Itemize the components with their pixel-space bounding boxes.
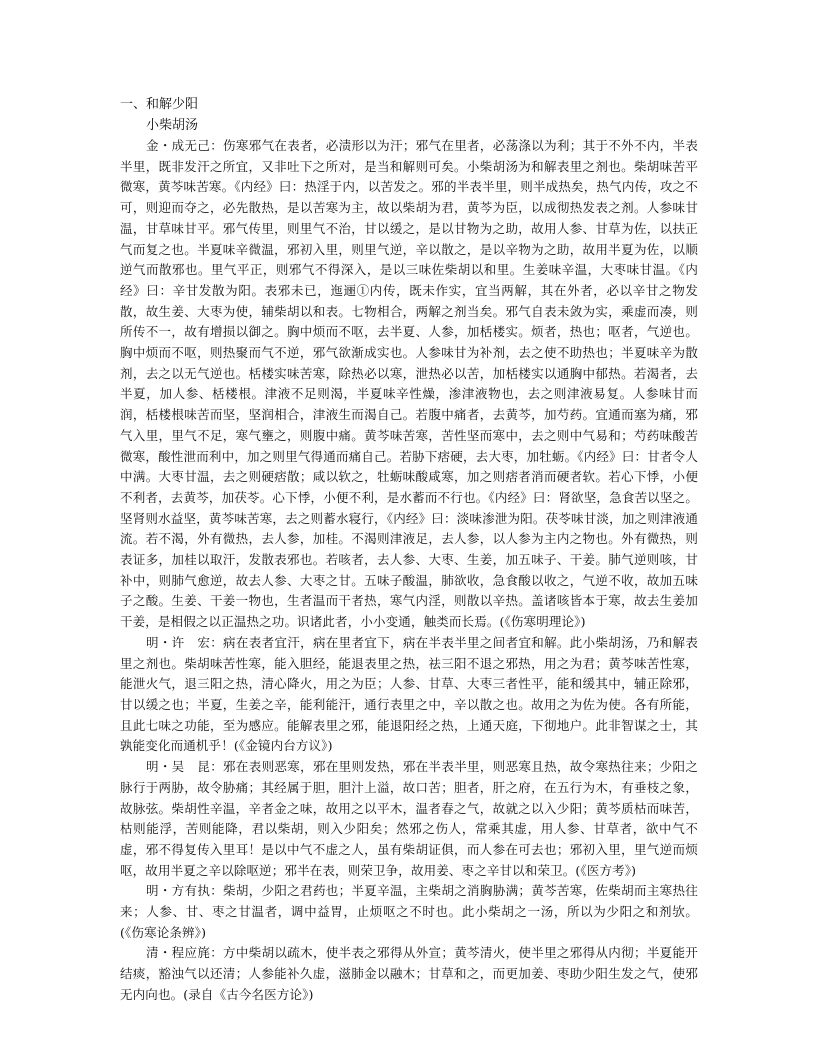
commentary-cheng-yingmao: 清・程应旄：方中柴胡以疏木，使半表之邪得从外宣；黄芩清火，使半里之邪得从内彻；半夏能开结痰，豁浊气以还清；人参能补久虚，滋肺金以融木；甘草和之，而更加姜、枣助少阳生发之气，使邪无内向也。(录自《古今名医方论》) [120,945,698,1002]
commentary-xu-hong: 明・许 宏：病在表者宜汗，病在里者宜下，病在半表半里之间者宜和解。此小柴胡汤，乃和解表里之剂也。柴胡味苦性寒，能入胆经，能退表里之热，祛三阳不退之邪热，用之为君；黄芩味苦性寒，能泄火气，退三阳之热，清心降火，用之为臣；人参、甘草、大枣三者性平，能和缓其中，辅正除邪，甘以缓之也；半夏，生姜之辛，能利能汗，通行表里之中，辛以散之也。故用之为佐为使。各有所能，且此七味之功能，至为感应。能解表里之邪，能退阳经之热，上通天庭，下彻地户。此非智谋之士，其孰能变化而通机乎！(《金镜内台方议》) [120,634,698,754]
commentary-wu-kun: 明・吴 昆：邪在表则恶寒，邪在里则发热，邪在半表半里，则恶寒且热，故令寒热往来；少阳之脉行于两胁，故令胁痛；其经属于胆，胆汁上溢，故口苦；胆者，肝之府，在五行为木，有垂枝之象，故脉弦。柴胡性辛温，辛者金之味，故用之以平木，温者春之气，故就之以入少阳；黄芩质枯而味苦，枯则能浮，苦则能降，君以柴胡，则入少阳矣；然邪之伤人，常乘其虚，用人参、甘草者，欲中气不虚，邪不得复传入里耳！是以中气不虚之人，虽有柴胡证俱，而人参在可去也；邪初入里，里气逆而烦呕，故用半夏之辛以除呕逆；邪半在表，则荣卫争，故用姜、枣之辛甘以和荣卫。(《医方考》) [120,759,698,878]
commentary-fang-youzhi: 明・方有执：柴胡，少阳之君药也；半夏辛温，主柴胡之消胸胁满；黄芩苦寒，佐柴胡而主寒热往来；人参、甘、枣之甘温者，调中益胃，止烦呕之不时也。此小柴胡之一汤，所以为少阳之和剂欤。(《伤寒论条辨》) [120,883,698,940]
commentary-cheng-wuji: 金・成无己：伤寒邪气在表者，必渍形以为汗；邪气在里者，必荡涤以为利；其于不外不内，半表半里，既非发汗之所宜，又非吐下之所对，是当和解则可矣。小柴胡汤为和解表里之剂也。柴胡味苦平微寒，黄芩味苦寒。《内经》曰：热淫于内，以苦发之。邪的半表半里，则半成热矣，热气内传，攻之不可，则迎而夺之，必先散热，是以苦寒为主，故以柴胡为君，黄芩为臣，以成彻热发表之剂。人参味甘温，甘草味甘平。邪气传里，则里气不治，甘以缓之，是以甘物为之助，故用人参、甘草为佐，以扶正气而复之也。半夏味辛微温，邪初入里，则里气逆，辛以散之，是以辛物为之助，故用半夏为佐，以顺逆气而散邪也。里气平正，则邪气不得深入，是以三味佐柴胡以和里。生姜味辛温，大枣味甘温。《内经》曰：辛甘发散为阳。表邪未已，迤逦①内传，既未作实，宜当两解，其在外者，必以辛甘之物发散，故生姜、大枣为使，辅柴胡以和表。七物相合，两解之剂当矣。邪气自表未敛为实，乘虚而凑，则所传不一，故有增损以御之。胸中烦而不呕，去半夏、人参，加栝楼实。烦者，热也；呕者，气逆也。胸中烦而不呕，则热聚而气不逆，邪气欲渐成实也。人参味甘为补剂，去之使不助热也；半夏味辛为散剂，去之以无气逆也。栝楼实味苦寒，除热必以寒，泄热必以苦，加栝楼实以通胸中郁热。若渴者，去半夏，加人参、栝楼根。津液不足则渴，半夏味辛性燥，渗津液物也，去之则津液易复。人参味甘而润，栝楼根味苦而坚，坚润相合，津液生而渴自己。若腹中痛者，去黄芩，加芍药。宜通而塞为痛，邪气入里，里气不足，寒气壅之，则腹中痛。黄芩味苦寒，苦性坚而寒中，去之则中气易和；芍药味酸苦微寒，酸性泄而利中，加之则里气得通而痛自己。若胁下痞硬，去大枣，加牡蛎。《内经》曰：甘者令人中满。大枣甘温，去之则硬痞散；咸以软之，牡蛎味酸咸寒，加之则痞者消而硬者软。若心下悸，小便不利者，去黄芩，加茯苓。心下悸，小便不利，是水蓄而不行也。《内经》曰：肾欲坚，急食苦以坚之。坚肾则水益坚，黄芩味苦寒，去之则蓄水寝行，《内经》曰：淡味渗泄为阳。茯苓味甘淡，加之则津液通流。若不渴，外有微热，去人参，加桂。不渴则津液足，去人参，以人参为主内之物也。外有微热，则表证多，加桂以取汗，发散表邪也。若咳者，去人参、大枣、生姜，加五味子、干姜。肺气逆则咳，甘补中，则肺气愈逆，故去人参、大枣之甘。五味子酸温，肺欲收，急食酸以收之，气逆不收，故加五味子之酸。生姜、干姜一物也，生者温而干者热，寒气内淫，则散以辛热。盖诸咳皆本于寒，故去生姜加干姜，是相假之以正温热之功。识诸此者，小小变通，触类而长焉。(《伤寒明理论》) [120,138,698,630]
document-page [120,94,698,1006]
section-heading: 一、和解少阳 [120,97,199,112]
formula-title: 小柴胡汤 [146,118,199,133]
